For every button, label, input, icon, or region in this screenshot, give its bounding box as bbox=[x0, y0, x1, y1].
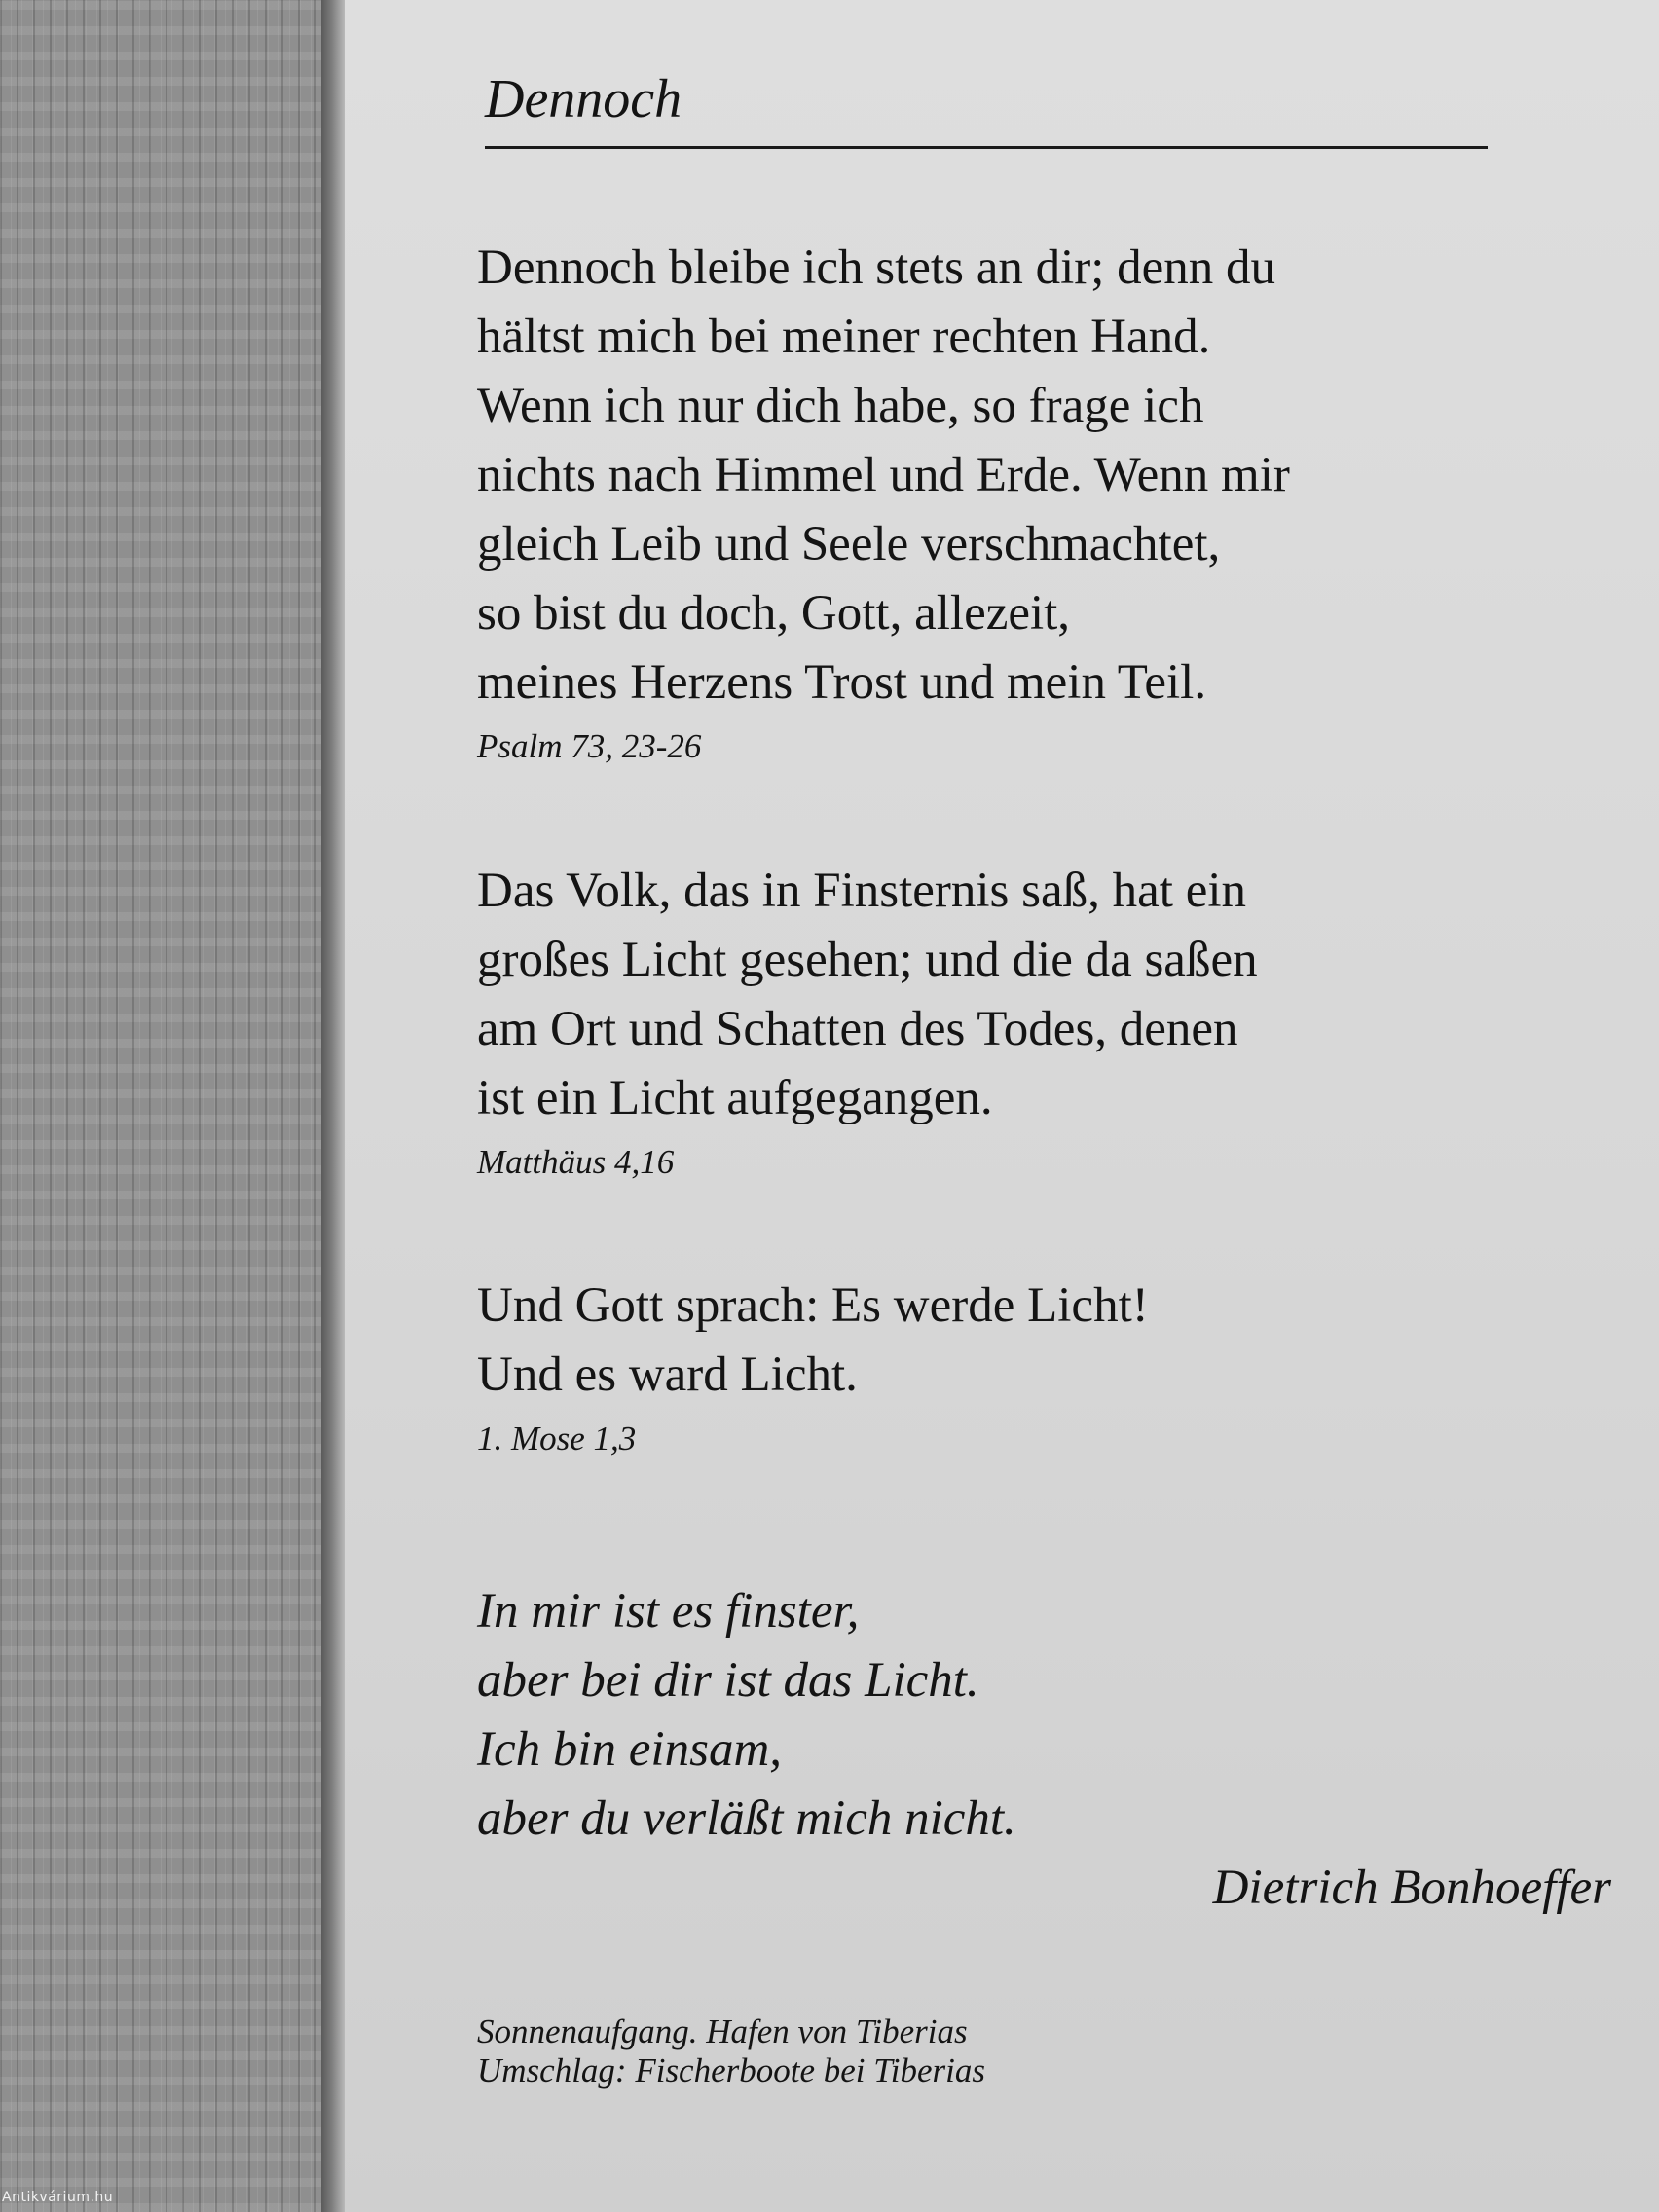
photo-captions bbox=[477, 2012, 1529, 2090]
passage-reference: Matthäus 4,16 bbox=[477, 1143, 675, 1181]
caption-line: Umschlag: Fischerboote bei Tiberias bbox=[477, 2051, 986, 2089]
passage-line: Und Gott sprach: Es werde Licht! bbox=[477, 1278, 1149, 1333]
passage-psalm bbox=[477, 234, 1529, 766]
passage-line: großes Licht gesehen; und die da saßen bbox=[477, 933, 1258, 987]
poem-line: aber bei dir ist das Licht. bbox=[477, 1653, 979, 1708]
passage-line: am Ort und Schatten des Todes, denen bbox=[477, 1002, 1238, 1056]
book-page bbox=[345, 0, 1659, 2212]
passage-line: Und es ward Licht. bbox=[477, 1347, 858, 1402]
passage-line: nichts nach Himmel und Erde. Wenn mir bbox=[477, 448, 1290, 502]
passage-line: gleich Leib und Seele verschmachtet, bbox=[477, 517, 1221, 571]
textured-background-strip bbox=[0, 0, 321, 2212]
passage-genesis bbox=[477, 1272, 1529, 1458]
passage-matthew bbox=[477, 857, 1529, 1182]
poem bbox=[477, 1577, 1611, 1915]
book-spine-edge bbox=[321, 0, 345, 2212]
passage-line: meines Herzens Trost und mein Teil. bbox=[477, 655, 1207, 710]
passage-reference: Psalm 73, 23-26 bbox=[477, 727, 702, 765]
poem-text bbox=[477, 1577, 1529, 1854]
passage-text bbox=[477, 234, 1529, 718]
passage-line: hältst mich bei meiner rechten Hand. bbox=[477, 310, 1211, 364]
passage-line: so bist du doch, Gott, allezeit, bbox=[477, 586, 1071, 641]
title-underline bbox=[485, 146, 1488, 149]
passage-reference: 1. Mose 1,3 bbox=[477, 1419, 637, 1457]
passage-line: Wenn ich nur dich habe, so frage ich bbox=[477, 379, 1204, 433]
poem-line: In mir ist es finster, bbox=[477, 1584, 860, 1639]
page-title: Dennoch bbox=[485, 69, 682, 129]
watermark-text: Antikvárium.hu bbox=[2, 2190, 114, 2205]
passage-text bbox=[477, 1272, 1529, 1410]
passage-line: ist ein Licht aufgegangen. bbox=[477, 1071, 993, 1125]
caption-list bbox=[477, 2012, 1529, 2090]
caption-line: Sonnenaufgang. Hafen von Tiberias bbox=[477, 2012, 968, 2050]
poem-author: Dietrich Bonhoeffer bbox=[1212, 1861, 1611, 1915]
poem-line: Ich bin einsam, bbox=[477, 1722, 783, 1777]
poem-line: aber du verläßt mich nicht. bbox=[477, 1791, 1016, 1846]
passage-line: Das Volk, das in Finsternis saß, hat ein bbox=[477, 864, 1247, 918]
passage-line: Dennoch bleibe ich stets an dir; denn du bbox=[477, 240, 1276, 295]
passage-text bbox=[477, 857, 1529, 1133]
